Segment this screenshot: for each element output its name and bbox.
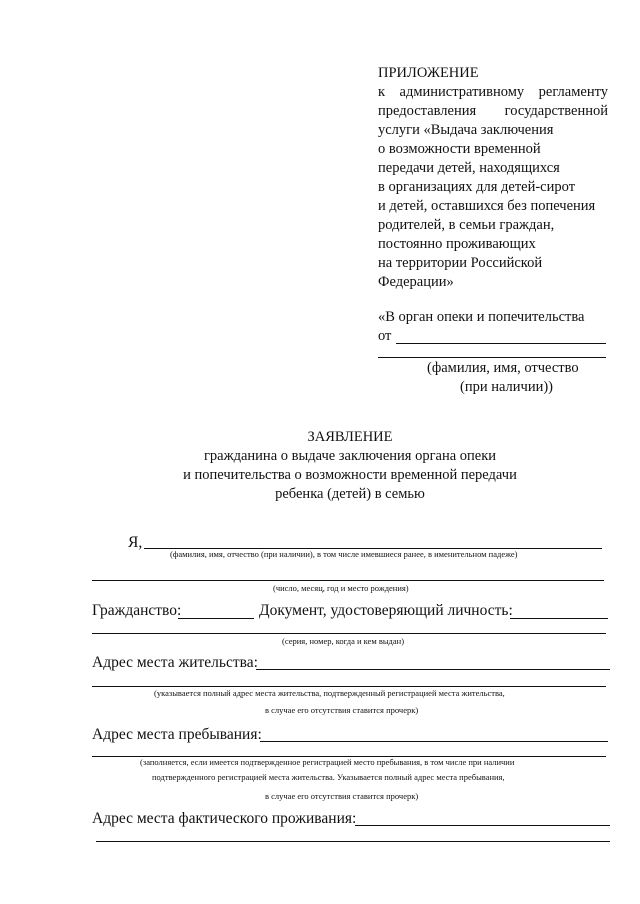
- statement-subtitle-3: ребенка (детей) в семью: [275, 486, 425, 502]
- actual-residence-field[interactable]: [355, 825, 610, 826]
- statement-title: ЗАЯВЛЕНИЕ: [307, 429, 393, 445]
- citizenship-field[interactable]: [178, 618, 254, 619]
- from-name-field-line2[interactable]: [378, 357, 606, 358]
- residence-hint-1: (указывается полный адрес места жительства, подтвержденный регистрацией места жительства,: [154, 688, 505, 698]
- residence-label: Адрес места жительства:: [92, 654, 258, 671]
- residence-field-line2[interactable]: [92, 686, 606, 687]
- appendix-line: о возможности временной: [378, 141, 541, 157]
- residence-field[interactable]: [256, 669, 610, 670]
- from-hint-1: (фамилия, имя, отчество: [427, 360, 579, 376]
- stay-hint-3: в случае его отсутствия ставится прочерк): [265, 791, 419, 801]
- stay-label: Адрес места пребывания:: [92, 726, 262, 743]
- document-field-line2[interactable]: [92, 633, 606, 634]
- actual-residence-field-line2[interactable]: [96, 841, 610, 842]
- actual-residence-label: Адрес места фактического проживания:: [92, 810, 357, 827]
- document-label: Документ, удостоверяющий личность:: [259, 602, 513, 619]
- full-name-hint: (фамилия, имя, отчество (при наличии), в том числе имевшиеся ранее, в именительном падеже): [170, 549, 518, 559]
- stay-field[interactable]: [260, 741, 608, 742]
- appendix-line: постоянно проживающих: [378, 236, 536, 252]
- appendix-line: предоставления государственной: [378, 103, 608, 119]
- appendix-line: и детей, оставшихся без попечения: [378, 198, 596, 214]
- appendix-title: ПРИЛОЖЕНИЕ: [378, 65, 479, 81]
- from-name-field[interactable]: [396, 343, 606, 344]
- citizenship-label: Гражданство:: [92, 602, 182, 619]
- birth-hint: (число, месяц, год и место рождения): [273, 583, 409, 593]
- addressee-to: «В орган опеки и попечительства: [378, 309, 585, 325]
- appendix-line: передачи детей, находящихся: [378, 160, 560, 176]
- appendix-line: на территории Российской: [378, 255, 543, 271]
- appendix-line: родителей, в семьи граждан,: [378, 217, 555, 233]
- i-label: Я,: [128, 534, 143, 551]
- residence-hint-2: в случае его отсутствия ставится прочерк): [265, 705, 419, 715]
- from-label: от: [378, 328, 392, 344]
- stay-hint-1: (заполняется, если имеется подтвержденное регистрацией место пребывания, в том числе при наличии: [140, 757, 515, 767]
- stay-hint-2: подтвержденного регистрацией места жительства. Указывается полный адрес места пребывания,: [152, 772, 505, 782]
- document-field[interactable]: [510, 618, 608, 619]
- appendix-line: Федерации»: [378, 274, 454, 290]
- appendix-line: услуги «Выдача заключения: [378, 122, 554, 138]
- document-hint: (серия, номер, когда и кем выдан): [282, 636, 405, 646]
- from-hint-2: (при наличии)): [460, 379, 554, 395]
- appendix-line: в организациях для детей-сирот: [378, 179, 576, 195]
- statement-subtitle-2: и попечительства о возможности временной передачи: [183, 467, 517, 483]
- appendix-line: к административному регламенту: [378, 84, 608, 100]
- statement-subtitle-1: гражданина о выдаче заключения органа опеки: [203, 448, 497, 464]
- birth-field[interactable]: [92, 580, 604, 581]
